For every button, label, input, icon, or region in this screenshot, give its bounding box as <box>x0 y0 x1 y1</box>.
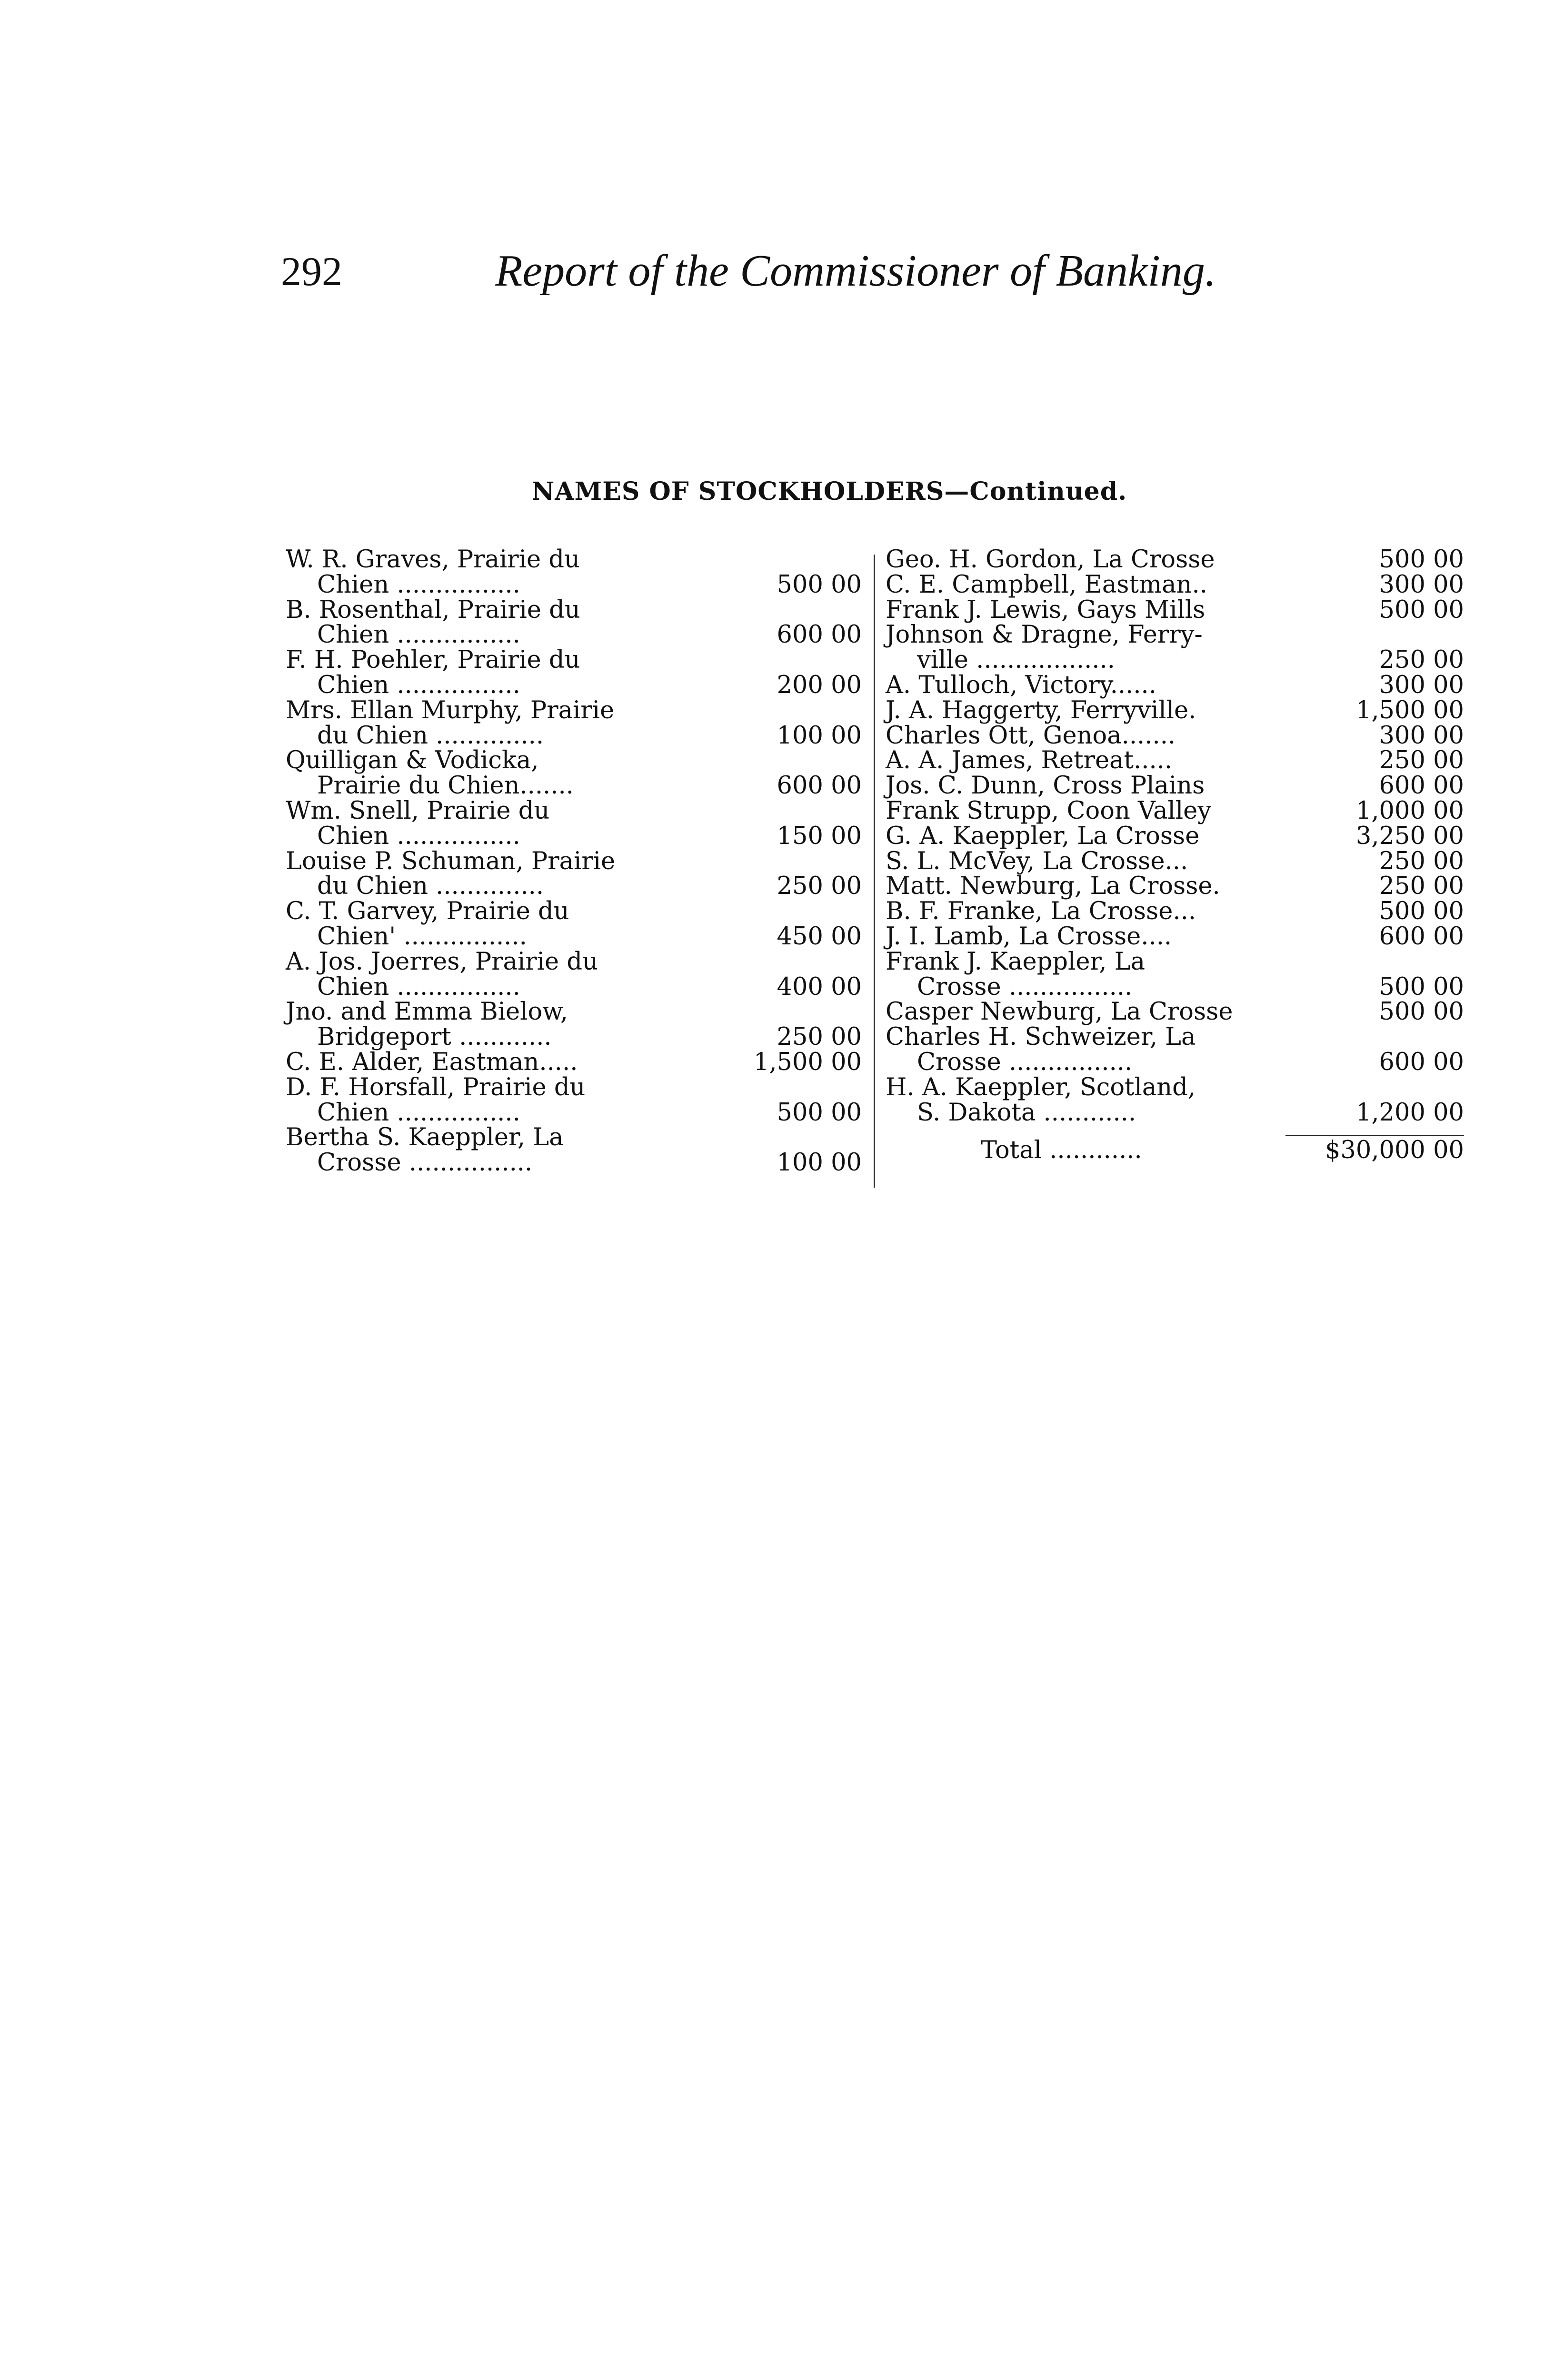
stockholder-name <box>286 648 671 698</box>
stockholder-amount: 500 00 <box>777 570 862 599</box>
stockholder-entry <box>286 1125 862 1176</box>
stockholder-name-line: Chien ................ <box>317 671 520 699</box>
stockholder-name-line: D. F. Horsfall, Prairie du <box>286 1073 586 1101</box>
stockholder-amount: 500 00 <box>1379 972 1464 1001</box>
stockholder-amount: 400 00 <box>777 972 862 1001</box>
stockholder-entry <box>286 1000 862 1050</box>
stockholder-name <box>286 1050 671 1075</box>
stockholder-name-line: Charles H. Schweizer, La <box>886 1023 1196 1051</box>
stockholder-name-line: G. A. Kaeppler, La Crosse <box>886 822 1200 850</box>
stockholder-name <box>886 1000 1276 1025</box>
stockholder-amount: 100 00 <box>777 1149 862 1177</box>
stockholder-name <box>886 623 1276 673</box>
stockholder-name-line: C. T. Garvey, Prairie du <box>286 897 569 926</box>
stockholder-entry <box>886 547 1464 573</box>
stockholder-name-line: Crosse ................ <box>917 972 1133 1001</box>
stockholder-amount: 250 00 <box>1379 646 1464 674</box>
stockholder-name <box>286 547 671 598</box>
stockholder-entry <box>286 547 862 598</box>
stockholder-name-line: Frank J. Lewis, Gays Mills <box>886 595 1205 624</box>
stockholder-name-line: B. Rosenthal, Prairie du <box>286 595 580 624</box>
stockholder-name <box>286 1125 671 1176</box>
stockholder-name-line: Wm. Snell, Prairie du <box>286 796 550 825</box>
stockholder-name <box>286 1000 671 1050</box>
stockholder-amount: 450 00 <box>777 922 862 951</box>
stockholder-name-line: S. Dakota ............ <box>917 1098 1136 1127</box>
stockholder-amount: 500 00 <box>1379 595 1464 624</box>
stockholder-amount: 500 00 <box>1379 897 1464 926</box>
stockholder-amount: 1,500 00 <box>1355 696 1464 724</box>
stockholder-name-line: Jno. and Emma Bielow, <box>286 998 568 1026</box>
stockholder-name <box>286 899 671 950</box>
stockholder-name-line: W. R. Graves, Prairie du <box>286 545 580 574</box>
stockholder-entry <box>886 849 1464 874</box>
stockholder-amount: 250 00 <box>1379 847 1464 875</box>
stockholder-name <box>286 1075 671 1126</box>
stockholder-name-line: A. A. James, Retreat..... <box>886 746 1173 775</box>
stockholder-name-line: Charles Ott, Genoa....... <box>886 721 1176 750</box>
stockholders-left-column <box>286 547 862 1176</box>
stockholder-name <box>886 874 1276 899</box>
stockholder-entry <box>286 1075 862 1126</box>
stockholder-name <box>886 595 1276 624</box>
stockholder-entry <box>886 1000 1464 1025</box>
stockholder-amount: 500 00 <box>1379 545 1464 574</box>
stockholder-entry <box>286 849 862 900</box>
stockholder-amount: 250 00 <box>1379 872 1464 901</box>
stockholder-entry <box>286 947 862 1001</box>
stockholder-name-line: S. L. McVey, La Crosse... <box>886 847 1188 875</box>
total-row <box>886 1135 1464 1163</box>
stockholder-entry <box>286 648 862 698</box>
stockholder-amount: 1,200 00 <box>1355 1098 1464 1127</box>
total-amount: $30,000 00 <box>1285 1135 1464 1163</box>
stockholder-amount: 500 00 <box>777 1098 862 1127</box>
stockholder-name <box>886 721 1276 750</box>
stockholder-name <box>286 947 671 1001</box>
stockholder-name-line: Louise P. Schuman, Prairie <box>286 847 616 875</box>
stockholder-entry <box>886 1025 1464 1075</box>
stockholder-entry <box>886 924 1464 950</box>
stockholder-amount: 250 00 <box>777 1023 862 1051</box>
stockholder-name-line: Chien' ................ <box>317 922 527 951</box>
stockholder-name <box>286 698 671 749</box>
stockholder-name-line: Crosse ................ <box>317 1149 533 1177</box>
stockholder-amount: 600 00 <box>1379 772 1464 800</box>
stockholder-entry <box>286 1050 862 1075</box>
running-title: Report of the Commissioner of Banking. <box>495 246 1216 296</box>
stockholder-name-line: F. H. Poehler, Prairie du <box>286 646 580 674</box>
stockholder-amount: 300 00 <box>1379 671 1464 699</box>
stockholder-name-line: Frank Strupp, Coon Valley <box>886 796 1212 825</box>
stockholder-name-line: Chien ................ <box>317 822 520 850</box>
stockholder-amount: 100 00 <box>777 721 862 750</box>
stockholder-name-line: Matt. Newburg, La Crosse. <box>886 872 1220 901</box>
stockholder-name-line: Crosse ................ <box>917 1048 1133 1076</box>
stockholder-entry <box>286 698 862 749</box>
stockholder-name <box>886 1025 1276 1075</box>
stockholder-name <box>286 796 671 850</box>
stockholder-name <box>886 1075 1276 1126</box>
stockholder-name <box>286 595 671 649</box>
stockholder-entry <box>886 1075 1464 1126</box>
stockholder-name-line: du Chien .............. <box>317 872 544 901</box>
stockholder-name <box>886 748 1276 774</box>
column-divider <box>874 555 875 1188</box>
page-number: 292 <box>281 248 342 294</box>
stockholder-amount: 300 00 <box>1379 721 1464 750</box>
stockholder-entry <box>886 698 1464 724</box>
stockholder-entry <box>286 595 862 649</box>
stockholder-name-line: du Chien .............. <box>317 721 544 750</box>
stockholder-name-line: H. A. Kaeppler, Scotland, <box>886 1073 1195 1101</box>
stockholder-amount: 600 00 <box>1379 922 1464 951</box>
stockholder-entry <box>886 570 1464 599</box>
stockholder-amount: 500 00 <box>1379 998 1464 1026</box>
stockholder-name <box>886 698 1276 724</box>
stockholder-entry <box>886 623 1464 673</box>
total-label: Total ............ <box>981 1136 1142 1165</box>
stockholder-entry <box>286 899 862 950</box>
stockholder-amount: 1,000 00 <box>1355 796 1464 825</box>
stockholder-name-line: J. A. Haggerty, Ferryville. <box>886 696 1196 724</box>
stockholder-name-line: Jos. C. Dunn, Cross Plains <box>886 772 1205 800</box>
stockholder-entry <box>886 721 1464 750</box>
stockholder-entry <box>886 595 1464 624</box>
stockholders-right-column <box>886 547 1464 1163</box>
stockholder-name <box>886 547 1276 573</box>
stockholder-amount: 250 00 <box>1379 746 1464 775</box>
stockholder-entry <box>886 874 1464 899</box>
stockholder-name <box>886 673 1276 698</box>
stockholder-name <box>886 570 1276 599</box>
stockholder-entry <box>886 673 1464 698</box>
stockholder-name-line: J. I. Lamb, La Crosse.... <box>886 922 1172 951</box>
stockholder-amount: 1,500 00 <box>753 1048 862 1076</box>
section-title: NAMES OF STOCKHOLDERS—Continued. <box>531 477 1127 506</box>
stockholder-name-line: Chien ................ <box>317 570 520 599</box>
stockholder-name-line: Quilligan & Vodicka, <box>286 746 539 775</box>
stockholder-name-line: Bertha S. Kaeppler, La <box>286 1123 564 1152</box>
stockholder-amount: 150 00 <box>777 822 862 850</box>
stockholder-name-line: Chien ................ <box>317 1098 520 1127</box>
stockholder-name-line: C. E. Campbell, Eastman.. <box>886 570 1207 599</box>
stockholder-entry <box>886 899 1464 924</box>
stockholder-entry <box>886 824 1464 849</box>
stockholder-amount: 3,250 00 <box>1355 822 1464 850</box>
stockholder-name <box>886 796 1276 825</box>
stockholder-entry <box>886 748 1464 774</box>
stockholder-name-line: Chien ................ <box>317 972 520 1001</box>
stockholder-name <box>886 899 1276 924</box>
stockholder-name-line: Geo. H. Gordon, La Crosse <box>886 545 1215 574</box>
stockholder-name-line: Prairie du Chien....... <box>317 772 574 800</box>
stockholder-entry <box>886 947 1464 1001</box>
stockholder-name-line: Bridgeport ............ <box>317 1023 552 1051</box>
stockholder-amount: 200 00 <box>777 671 862 699</box>
stockholder-name <box>286 748 671 799</box>
stockholder-name <box>886 924 1276 950</box>
stockholder-name-line: Chien ................ <box>317 621 520 649</box>
stockholder-name-line: C. E. Alder, Eastman..... <box>286 1048 578 1076</box>
stockholder-entry <box>286 796 862 850</box>
stockholder-entry <box>886 774 1464 799</box>
stockholder-name <box>886 774 1276 799</box>
stockholder-name <box>286 849 671 900</box>
stockholder-name-line: Johnson & Dragne, Ferry- <box>886 621 1203 649</box>
stockholder-name <box>886 824 1276 849</box>
stockholder-name-line: B. F. Franke, La Crosse... <box>886 897 1196 926</box>
stockholder-name <box>886 849 1276 874</box>
stockholder-name-line: A. Jos. Joerres, Prairie du <box>286 947 598 976</box>
stockholder-amount: 600 00 <box>777 621 862 649</box>
stockholder-amount: 300 00 <box>1379 570 1464 599</box>
stockholder-entry <box>286 748 862 799</box>
stockholder-name-line: ville .................. <box>917 646 1115 674</box>
stockholder-entry <box>886 796 1464 825</box>
stockholder-amount: 250 00 <box>777 872 862 901</box>
stockholder-name <box>886 947 1276 1001</box>
stockholder-amount: 600 00 <box>777 772 862 800</box>
stockholder-amount: 600 00 <box>1379 1048 1464 1076</box>
stockholder-name-line: Casper Newburg, La Crosse <box>886 998 1233 1026</box>
stockholder-name-line: Mrs. Ellan Murphy, Prairie <box>286 696 615 724</box>
stockholder-name-line: A. Tulloch, Victory...... <box>886 671 1156 699</box>
stockholder-name-line: Frank J. Kaeppler, La <box>886 947 1145 976</box>
